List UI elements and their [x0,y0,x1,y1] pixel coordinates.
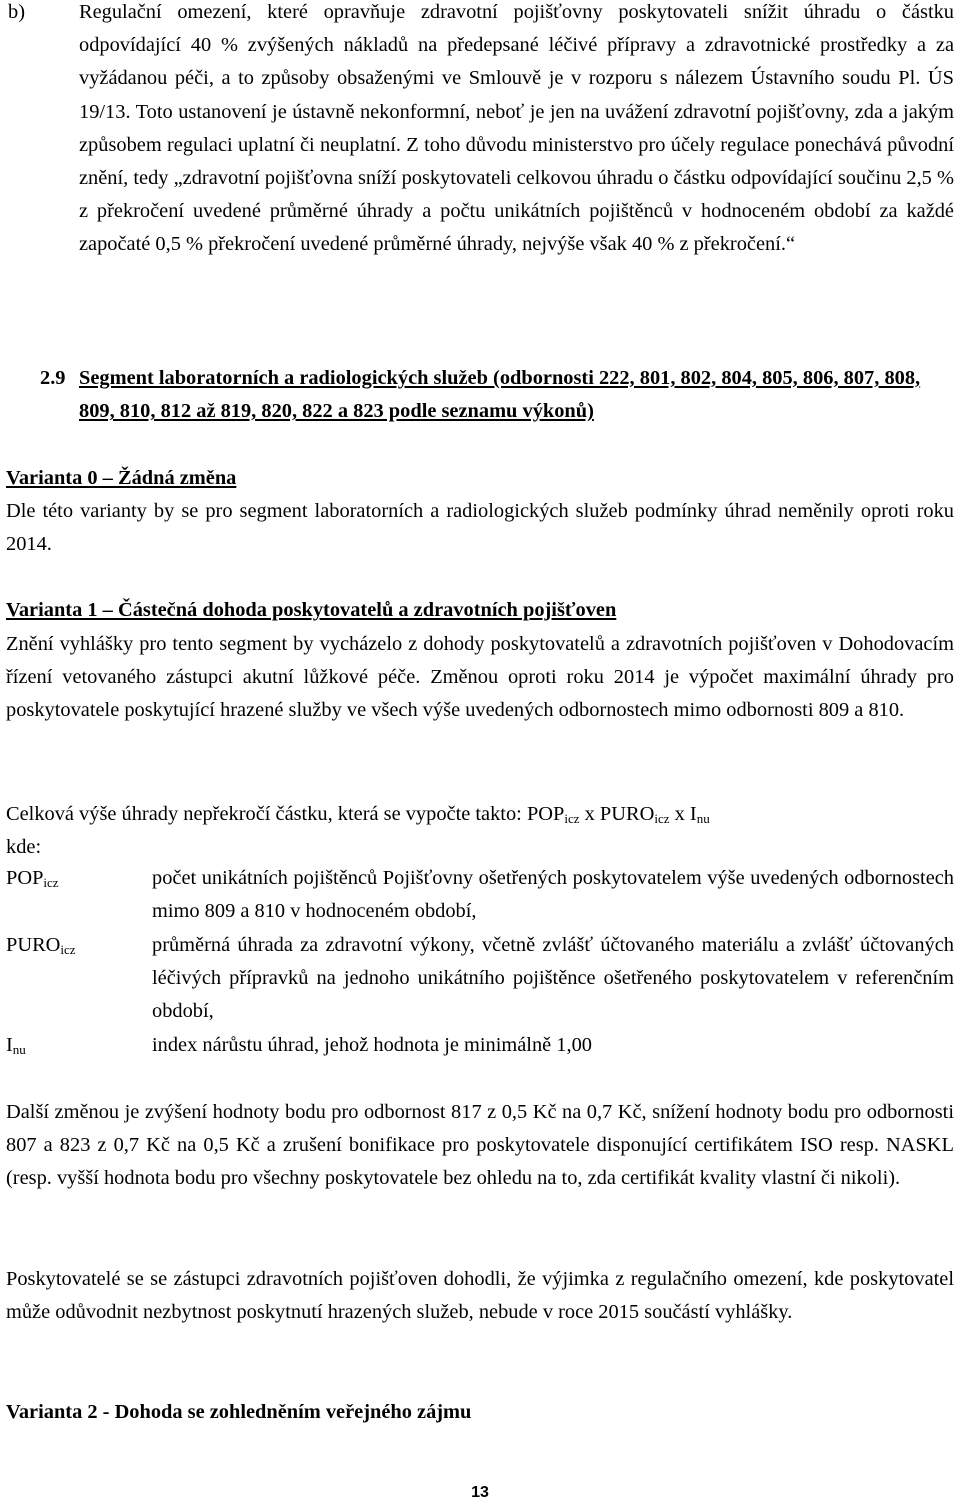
variant2-heading: Varianta 2 - Dohoda se zohledněním veřejného zájmu [6,1401,472,1423]
paragraph-agreement: Poskytovatelé se se zástupci zdravotních pojišťoven dohodli, že výjimka z regulačního omezení, kde poskytovatel může odůvodnit nezbytnost poskytnutí hrazených služeb, nebude v roce 2015 součástí vyhlášky. [6,1268,954,1324]
definition-term [6,862,59,895]
formula-intro: Celková výše úhrady nepřekročí částku, která se vypočte takto: [6,803,522,825]
section-number: 2.9 [40,367,66,389]
section-title: Segment laboratorních a radiologických služeb (odbornosti 222, 801, 802, 804, 805, 806, 807, 808, 809, 810, 812 až 819, 820, 822 a 823 podle seznamu výkonů) [79,367,921,423]
definition-term-sub: nu [12,1042,26,1057]
formula-times-2: x [674,803,685,825]
formula-term-puro: PURO [599,803,655,825]
variant0-heading: Varianta 0 – Žádná změna [6,467,237,489]
definition-text: index nárůstu úhrad, jehož hodnota je minimálně 1,00 [152,1034,592,1056]
formula-times-1: x [584,803,595,825]
formula-term-pop: POP [526,803,565,825]
paragraph-changes: Další změnou je zvýšení hodnoty bodu pro odbornost 817 z 0,5 Kč na 0,7 Kč, snížení hodnoty bodu pro odbornosti 807 a 823 z 0,7 Kč na 0,5 Kč a zrušení bonifikace pro poskytovatele disponující certifikátem ISO resp. NASKL (resp. vyšší hodnota bodu pro všechny poskytovatele bez ohledu na to, zda certifikát kvality vlastní či nikoli). [6,1101,954,1190]
formula-sub-puro: icz [654,811,670,826]
variant1-heading: Varianta 1 – Částečná dohoda poskytovatelů a zdravotních pojišťoven [6,599,617,621]
variant1-text: Znění vyhlášky pro tento segment by vycházelo z dohody poskytovatelů a zdravotních pojišťoven v Dohodovacím řízení vetovaného zástupci akutní lůžkové péče. Změnou oproti roku 2014 je výpočet maximální úhrady pro poskytovatele poskytující hrazené služby ve všech výše uvedených odbornostech mimo odbornosti 809 a 810. [6,633,954,722]
item-b-label: b) [8,1,25,23]
definition-term-sub: icz [60,942,76,957]
definition-term-text: POP [6,867,44,889]
definition-term [6,929,76,962]
formula-sub-pop: icz [564,811,580,826]
variant0-text: Dle této varianty by se pro segment laboratorních a radiologických služeb podmínky úhrad neměnily oproti roku 2014. [6,500,954,556]
definition-text: průměrná úhrada za zdravotní výkony, včetně zvlášť účtovaného materiálu a zvlášť účtovaných léčivých přípravků na jednoho unikátního pojištěnce ošetřeného poskytovatelem v referenčním období, [152,934,954,1023]
formula-line [6,798,954,831]
definition-text: počet unikátních pojištěnců Pojišťovny ošetřených poskytovatelem výše uvedených odbornostech mimo 809 a 810 v hodnoceném období, [152,867,954,923]
item-b-text: Regulační omezení, které opravňuje zdravotní pojišťovny poskytovateli snížit úhradu o částku odpovídající 40 % zvýšených nákladů na předepsané léčivé přípravy a zdravotnické prostředky a za vyžádanou péči, a to způsoby obsaženými ve Smlouvě je v rozporu s nálezem Ústavního soudu Pl. ÚS 19/13. Toto ustanovení je ústavně nekonformní, neboť je jen na uvážení zdravotní pojišťovny, zda a jakým způsobem regulaci uplatní či neuplatní. Z toho důvodu ministerstvo pro účely regulace ponechává původní znění, tedy „zdravotní pojišťovna sníží poskytovateli celkovou úhradu o částku odpovídající součinu 2,5 % z překročení uvedené průměrné úhrady a počtu unikátních pojištěnců v hodnoceném období za každé započaté 0,5 % překročení uvedené průměrné úhrady, nejvýše však 40 % z překročení.“ [79,1,954,256]
formula-where: kde: [6,836,42,858]
formula-sub-inu: nu [696,811,710,826]
definition-term-text: I [6,1034,13,1056]
page-number: 13 [471,1484,489,1501]
item-b [0,0,960,336]
formula-term-inu: I [689,803,697,825]
definition-term-text: PURO [6,934,61,956]
definition-term-sub: icz [43,875,59,890]
definition-term [6,1029,26,1062]
